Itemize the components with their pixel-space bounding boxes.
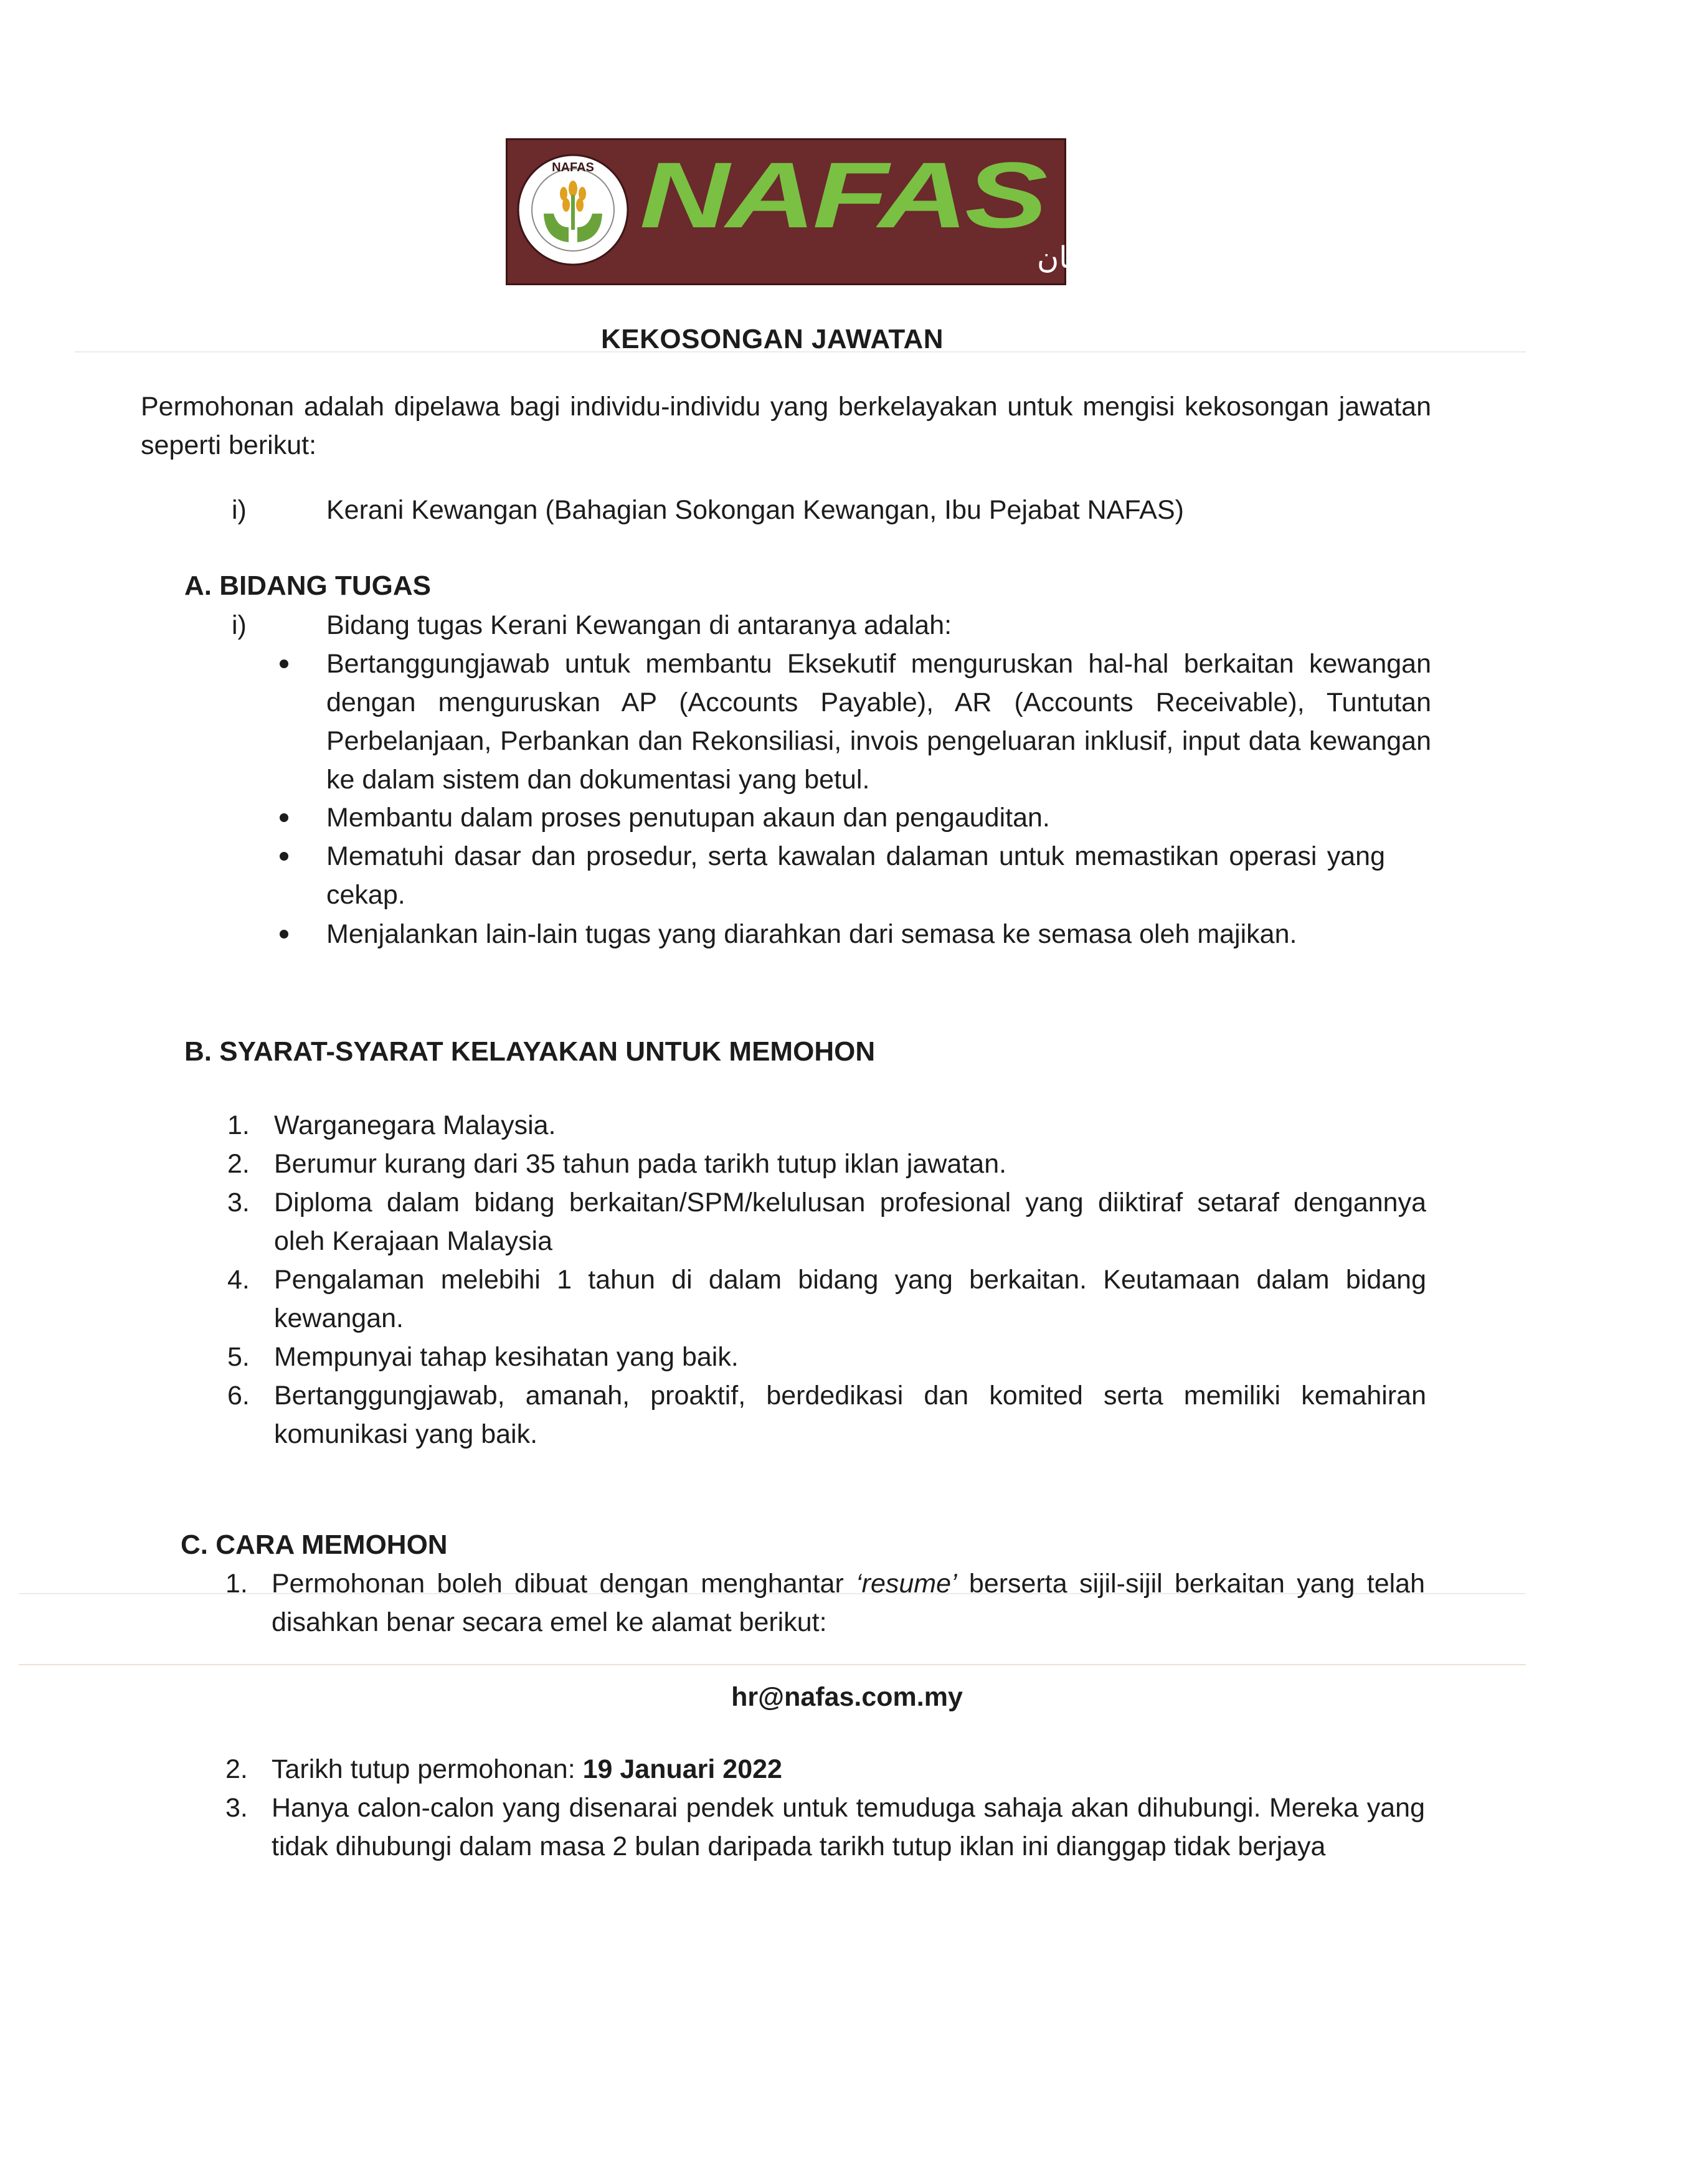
requirement-number: 5.	[227, 1342, 250, 1372]
logo-brand-text: NAFAS	[640, 143, 1047, 247]
closing-date-value: 19 Januari 2022	[582, 1754, 782, 1784]
page-title: KEKOSONGAN JAWATAN	[600, 324, 944, 354]
apply-step-text-part: berserta sijil-sijil berkaitan yang telah disahkan benar secara emel ke alamat berikut:	[272, 1569, 1425, 1637]
requirement-item: Mempunyai tahap kesihatan yang baik.	[274, 1342, 739, 1372]
apply-step-text: Hanya calon-calon yang disenarai pendek untuk temuduga sahaja akan dihubungi. Mereka yang tidak dihubungi dalam masa 2 bulan daripada tarikh tutup iklan ini dianggap tidak berjaya	[272, 1793, 1425, 1861]
apply-step-number: 2.	[225, 1754, 248, 1784]
closing-date-label: Tarikh tutup permohonan:	[272, 1754, 583, 1784]
requirement-item: Berumur kurang dari 35 tahun pada tarikh tutup iklan jawatan.	[274, 1149, 1007, 1179]
section-a-heading: A. BIDANG TUGAS	[184, 570, 431, 601]
duty-bullet: Menjalankan lain-lain tugas yang diarahkan dari semasa ke semasa oleh majikan.	[326, 919, 1297, 949]
duty-bullet: Membantu dalam proses penutupan akaun dan pengauditan.	[326, 803, 1050, 833]
logo-jawi-text: ڤرتوبوهن ڤلادڠ كبڠسان	[1037, 240, 1332, 275]
apply-step-text	[272, 1564, 1425, 1642]
scan-line	[19, 1664, 1526, 1665]
contact-email: hr@nafas.com.my	[731, 1682, 963, 1712]
seal-text: NAFAS	[552, 161, 594, 174]
bullet-dot	[280, 930, 288, 938]
apply-step-text-part: Permohonan boleh dibuat dengan menghantar	[272, 1569, 856, 1599]
requirement-item: Bertanggungjawab, amanah, proaktif, berdedikasi dan komited serta memiliki kemahiran komunikasi yang baik.	[274, 1381, 1426, 1449]
requirement-number: 1.	[227, 1110, 250, 1140]
duty-bullet: Mematuhi dasar dan prosedur, serta kawalan dalaman untuk memastikan operasi yang cekap.	[326, 841, 1385, 910]
nafas-logo-graphic	[508, 140, 1332, 283]
requirement-number: 3.	[227, 1188, 250, 1217]
closing-date	[272, 1750, 782, 1789]
position-marker: i)	[232, 495, 247, 525]
apply-step-number: 1.	[225, 1569, 248, 1599]
intro-paragraph: Permohonan adalah dipelawa bagi individu-individu yang berkelayakan untuk mengisi kekosongan jawatan seperti berikut:	[141, 392, 1431, 460]
section-b-heading: B. SYARAT-SYARAT KELAYAKAN UNTUK MEMOHON	[184, 1036, 876, 1067]
section-c-heading: C. CARA MEMOHON	[181, 1529, 448, 1560]
requirement-item: Pengalaman melebihi 1 tahun di dalam bidang yang berkaitan. Keutamaan dalam bidang kewangan.	[274, 1265, 1426, 1333]
section-a-sub-text: Bidang tugas Kerani Kewangan di antaranya adalah:	[326, 610, 952, 640]
requirement-item: Diploma dalam bidang berkaitan/SPM/kelulusan profesional yang diiktiraf setaraf dengannya oleh Kerajaan Malaysia	[274, 1188, 1426, 1256]
bullet-dot	[280, 659, 288, 668]
apply-step-number: 3.	[225, 1793, 248, 1823]
requirement-number: 2.	[227, 1149, 250, 1179]
section-a-sub-marker: i)	[232, 610, 247, 640]
bullet-dot	[280, 813, 288, 822]
requirement-number: 6.	[227, 1381, 250, 1411]
position-title: Kerani Kewangan (Bahagian Sokongan Kewangan, Ibu Pejabat NAFAS)	[326, 495, 1184, 525]
requirement-number: 4.	[227, 1265, 250, 1295]
bullet-dot	[280, 852, 288, 861]
duty-bullet: Bertanggungjawab untuk membantu Eksekutif menguruskan hal-hal berkaitan kewangan dengan menguruskan AP (Accounts Payable), AR (Accounts Receivable), Tuntutan Perbelanjaan, Perbankan dan Rekonsiliasi, invois pengeluaran inklusif, input data kewangan ke dalam sistem dan dokumentasi yang betul.	[326, 649, 1431, 795]
nafas-logo	[506, 138, 1332, 285]
requirement-item: Warganegara Malaysia.	[274, 1110, 556, 1140]
resume-emphasis: ‘resume’	[856, 1569, 957, 1599]
